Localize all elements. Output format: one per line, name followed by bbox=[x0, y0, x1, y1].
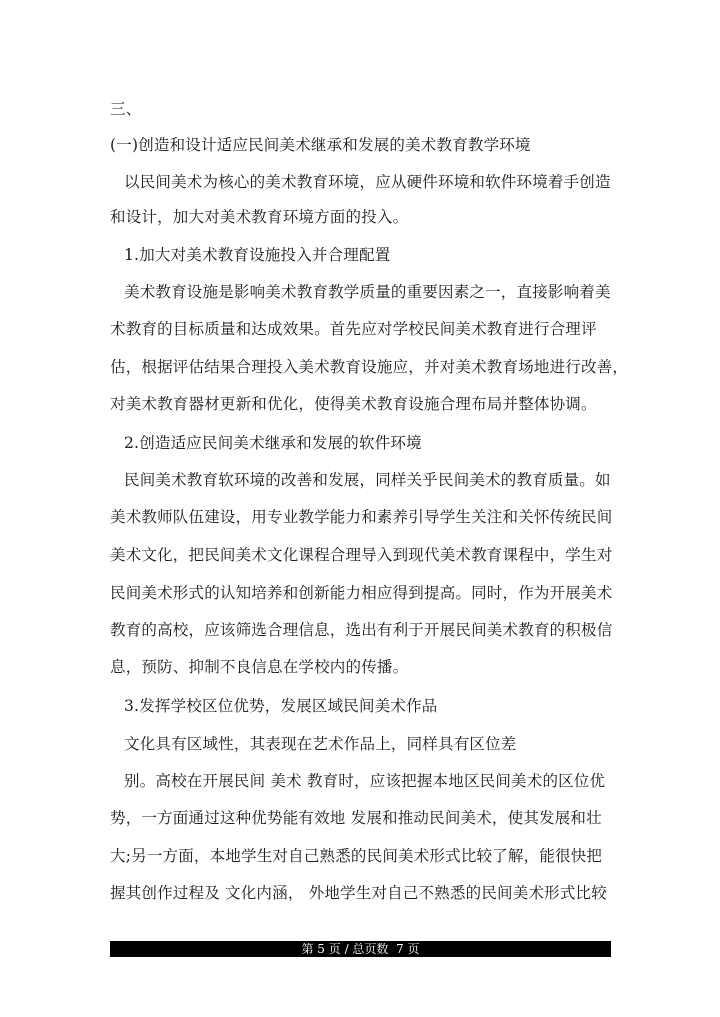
page-number: 第 5 页 / 总页数 7 页 bbox=[301, 942, 420, 956]
paragraph-line: 教育的高校，应该筛选合理信息，选出有利于开展民间美术教育的积极信 bbox=[110, 621, 613, 639]
paragraph-line: 和设计，加大对美术教育环境方面的投入。 bbox=[110, 208, 409, 226]
paragraph-line: 估，根据评估结果合理投入美术教育设施应，并对美术教育场地进行改善， bbox=[110, 358, 629, 376]
paragraph-line: 美术教师队伍建设，用专业教学能力和素养引导学生关注和关怀传统民间 bbox=[110, 508, 613, 526]
section-heading: 三、 bbox=[110, 100, 142, 118]
paragraph-line: 对美术教育器材更新和优化，使得美术教育设施合理布局并整体协调。 bbox=[110, 395, 597, 413]
subsection-heading: (一)创造和设计适应民间美术继承和发展的美术教育教学环境 bbox=[110, 136, 531, 154]
paragraph-line: 势，一方面通过这种优势能有效地 发展和推动民间美术，使其发展和壮 bbox=[110, 809, 602, 827]
paragraph-line: 别。高校在开展民间 美术 教育时，应该把握本地区民间美术的区位优 bbox=[124, 772, 606, 790]
paragraph-line: 大;另一方面，本地学生对自己熟悉的民间美术形式比较了解，能很快把 bbox=[110, 847, 603, 865]
paragraph-line: 民间美术形式的认知培养和创新能力相应得到提高。同时，作为开展美术 bbox=[110, 584, 613, 602]
paragraph-line: 握其创作过程及 文化内涵， 外地学生对自己不熟悉的民间美术形式比较 bbox=[110, 884, 607, 902]
paragraph-line: 息，预防、抑制不良信息在学校内的传播。 bbox=[110, 658, 409, 676]
paragraph-line: 以民间美术为核心的美术教育环境，应从硬件环境和软件环境着手创造 bbox=[124, 173, 611, 191]
item-heading-1: 1.加大对美术教育设施投入并合理配置 bbox=[124, 246, 391, 264]
page-footer bbox=[110, 941, 611, 957]
paragraph-line: 文化具有区域性，其表现在艺术作品上，同样具有区位差 bbox=[124, 735, 517, 753]
paragraph-line: 术教育的目标质量和达成效果。首先应对学校民间美术教育进行合理评 bbox=[110, 320, 597, 338]
item-heading-2: 2.创造适应民间美术继承和发展的软件环境 bbox=[124, 434, 422, 452]
item-heading-3: 3.发挥学校区位优势，发展区域民间美术作品 bbox=[124, 697, 438, 715]
paragraph-line: 民间美术教育软环境的改善和发展，同样关乎民间美术的教育质量。如 bbox=[124, 471, 611, 489]
paragraph-line: 美术文化，把民间美术文化课程合理导入到现代美术教育课程中，学生对 bbox=[110, 546, 613, 564]
paragraph-line: 美术教育设施是影响美术教育教学质量的重要因素之一，直接影响着美 bbox=[124, 283, 611, 301]
